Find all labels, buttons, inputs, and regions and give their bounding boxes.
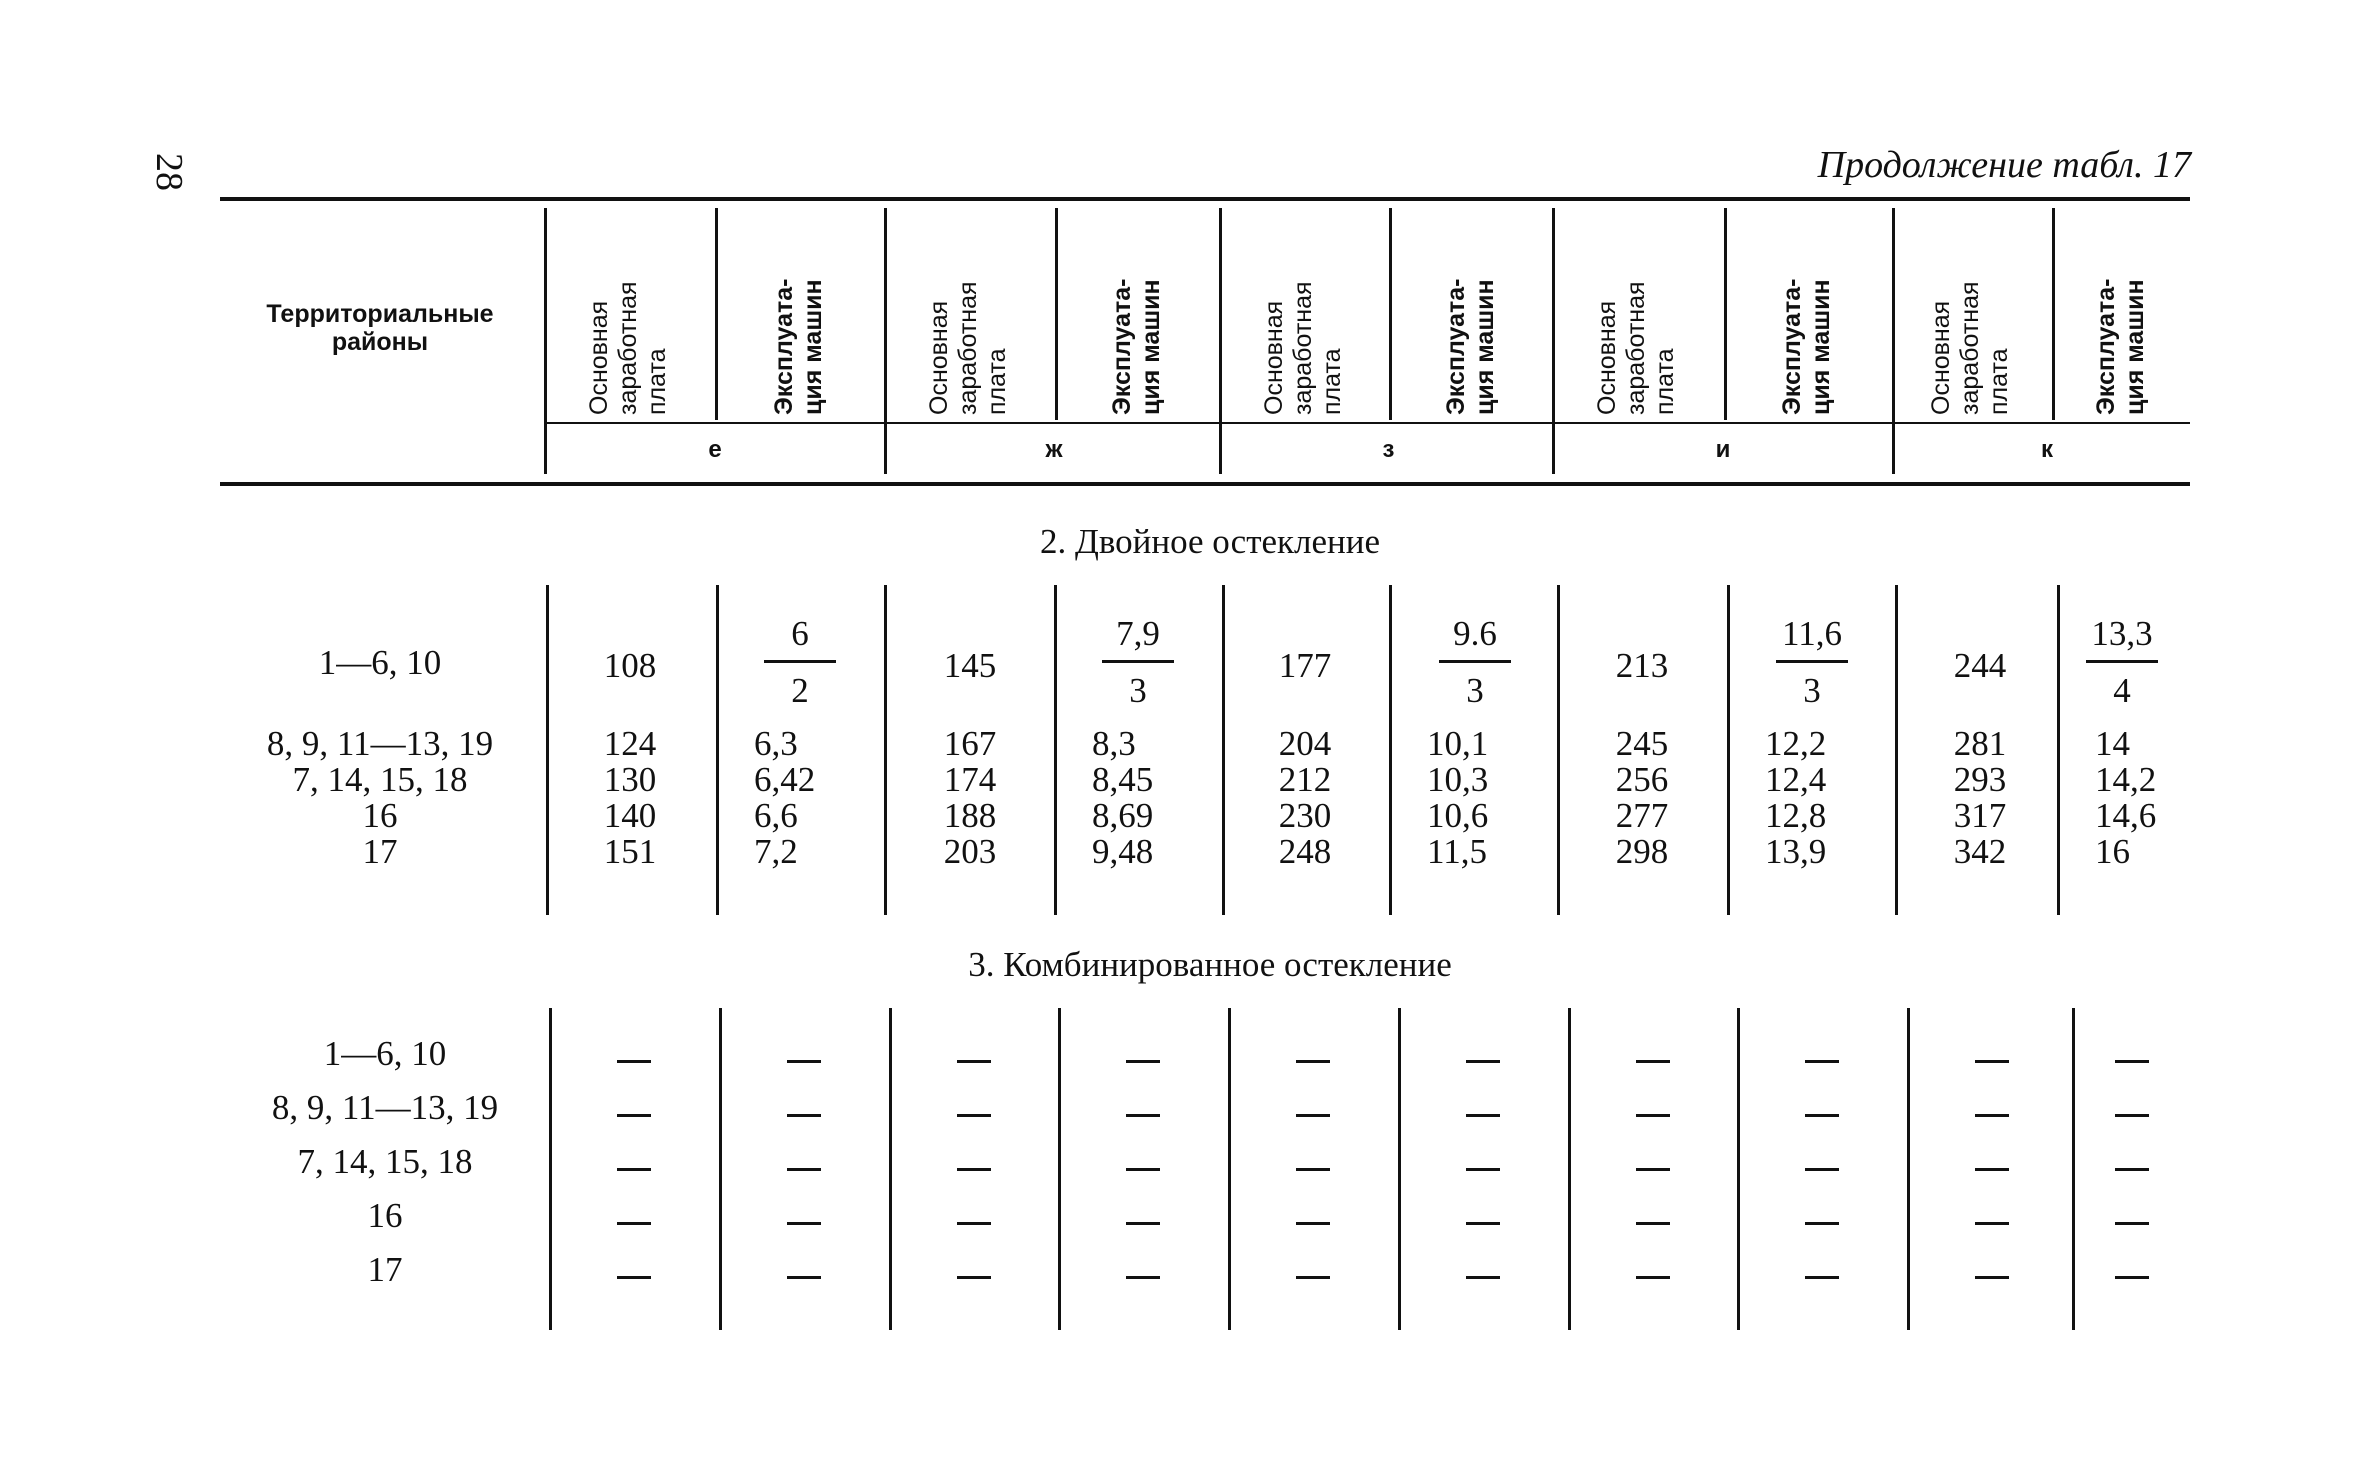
empty-value-dash	[1975, 1222, 2009, 1225]
machine-value: 6,3	[754, 724, 798, 763]
empty-value-dash	[1296, 1114, 1330, 1117]
empty-value-dash	[1296, 1168, 1330, 1171]
page-number: 28	[148, 153, 190, 191]
wage-value: 130	[603, 760, 657, 799]
wage-value: 298	[1615, 832, 1669, 871]
machine-value: 7,2	[754, 832, 798, 871]
wage-value: 140	[603, 796, 657, 835]
empty-value-dash	[957, 1114, 991, 1117]
wage-value: 248	[1278, 832, 1332, 871]
fraction-bar	[1439, 660, 1511, 663]
column-group-letter: з	[1382, 436, 1395, 463]
empty-value-dash	[617, 1168, 651, 1171]
region-label: 17	[362, 832, 398, 871]
empty-value-dash	[1296, 1222, 1330, 1225]
column-group-letter: и	[1715, 436, 1731, 463]
top-rule	[220, 197, 2190, 201]
wage-value: 203	[943, 832, 997, 871]
section-3-title: 3. Комбинированное остекление	[968, 945, 1452, 984]
machine-value: 8,45	[1092, 760, 1154, 799]
empty-value-dash	[1636, 1060, 1670, 1063]
wage-value: 245	[1615, 724, 1669, 763]
wage-value: 151	[603, 832, 657, 871]
empty-value-dash	[1466, 1114, 1500, 1117]
empty-value-dash	[1636, 1114, 1670, 1117]
machine-value-fraction	[1752, 612, 1872, 713]
empty-value-dash	[1636, 1276, 1670, 1279]
machine-value: 8,3	[1092, 724, 1136, 763]
empty-value-dash	[1466, 1276, 1500, 1279]
section-3-column-divider	[1907, 1008, 1910, 1330]
fraction-denominator: 2	[791, 671, 809, 710]
section-2-column-divider	[1389, 585, 1392, 915]
empty-value-dash	[1296, 1276, 1330, 1279]
fraction-denominator: 3	[1803, 671, 1821, 710]
empty-value-dash	[2115, 1222, 2149, 1225]
empty-value-dash	[617, 1222, 651, 1225]
section-3-column-divider	[1737, 1008, 1740, 1330]
wage-value: 188	[943, 796, 997, 835]
machine-value-fraction	[1078, 612, 1198, 713]
wage-value: 108	[603, 646, 657, 685]
header-column-divider	[1892, 208, 1895, 474]
empty-value-dash	[1126, 1276, 1160, 1279]
empty-value-dash	[617, 1060, 651, 1063]
wage-value: 256	[1615, 760, 1669, 799]
region-column-header: Территориальные районы	[266, 300, 494, 356]
machine-value: 10,6	[1427, 796, 1489, 835]
empty-value-dash	[1466, 1222, 1500, 1225]
fraction-numerator: 9.6	[1453, 614, 1497, 653]
empty-value-dash	[1636, 1168, 1670, 1171]
header-column-divider	[1552, 208, 1555, 474]
section-2-column-divider	[716, 585, 719, 915]
wage-value: 277	[1615, 796, 1669, 835]
empty-value-dash	[1126, 1060, 1160, 1063]
empty-value-dash	[1805, 1276, 1839, 1279]
fraction-bar	[2086, 660, 2158, 663]
region-label: 8, 9, 11—13, 19	[266, 724, 494, 763]
empty-value-dash	[1805, 1114, 1839, 1117]
fraction-denominator: 4	[2113, 671, 2131, 710]
section-2-column-divider	[1054, 585, 1057, 915]
header-machine-label: Эксплуата- ция машин	[2092, 278, 2149, 415]
machine-value: 14	[2095, 724, 2130, 763]
section-2-title: 2. Двойное остекление	[1039, 522, 1381, 561]
empty-value-dash	[1296, 1060, 1330, 1063]
header-column-divider	[1389, 208, 1392, 420]
section-3-column-divider	[1568, 1008, 1571, 1330]
header-wage-label: Основная заработная плата	[1927, 281, 2013, 415]
header-wage-label: Основная заработная плата	[1593, 281, 1679, 415]
section-3-column-divider	[1398, 1008, 1401, 1330]
fraction-bar	[1102, 660, 1174, 663]
wage-value: 293	[1953, 760, 2007, 799]
wage-value: 177	[1278, 646, 1332, 685]
empty-value-dash	[1975, 1114, 2009, 1117]
machine-value: 6,42	[754, 760, 816, 799]
machine-value: 10,3	[1427, 760, 1489, 799]
column-group-letter: е	[708, 436, 722, 463]
empty-value-dash	[1975, 1168, 2009, 1171]
column-group-letter: к	[2040, 436, 2053, 463]
empty-value-dash	[1805, 1060, 1839, 1063]
wage-value: 213	[1615, 646, 1669, 685]
empty-value-dash	[2115, 1114, 2149, 1117]
empty-value-dash	[1975, 1276, 2009, 1279]
letter-row-rule	[547, 422, 2190, 424]
header-column-divider	[715, 208, 718, 420]
header-column-divider	[1219, 208, 1222, 474]
empty-value-dash	[957, 1276, 991, 1279]
header-machine-label: Эксплуата- ция машин	[1108, 278, 1165, 415]
wage-value: 204	[1278, 724, 1332, 763]
region-label: 7, 14, 15, 18	[297, 1142, 473, 1181]
wage-value: 174	[943, 760, 997, 799]
empty-value-dash	[787, 1060, 821, 1063]
region-label: 17	[367, 1250, 403, 1289]
empty-value-dash	[1975, 1060, 2009, 1063]
header-wage-label: Основная заработная плата	[1260, 281, 1346, 415]
empty-value-dash	[1636, 1222, 1670, 1225]
empty-value-dash	[1805, 1168, 1839, 1171]
wage-value: 244	[1953, 646, 2007, 685]
header-wage-label: Основная заработная плата	[925, 281, 1011, 415]
region-label: 1—6, 10	[318, 643, 442, 682]
machine-value: 11,5	[1427, 832, 1487, 871]
header-bottom-rule	[220, 482, 2190, 486]
empty-value-dash	[617, 1114, 651, 1117]
section-2-column-divider	[1727, 585, 1730, 915]
machine-value-fraction	[740, 612, 860, 713]
fraction-bar	[1776, 660, 1848, 663]
wage-value: 317	[1953, 796, 2007, 835]
header-column-divider	[2052, 208, 2055, 420]
empty-value-dash	[787, 1276, 821, 1279]
header-machine-label: Эксплуата- ция машин	[770, 278, 827, 415]
empty-value-dash	[957, 1168, 991, 1171]
table-continuation-caption: Продолжение табл. 17	[1817, 144, 2191, 186]
empty-value-dash	[787, 1222, 821, 1225]
fraction-bar	[764, 660, 836, 663]
empty-value-dash	[617, 1276, 651, 1279]
header-wage-label: Основная заработная плата	[585, 281, 671, 415]
column-group-letter: ж	[1045, 436, 1063, 463]
header-machine-label: Эксплуата- ция машин	[1778, 278, 1835, 415]
empty-value-dash	[1805, 1222, 1839, 1225]
machine-value: 6,6	[754, 796, 798, 835]
machine-value: 14,6	[2095, 796, 2157, 835]
fraction-denominator: 3	[1129, 671, 1147, 710]
header-column-divider	[884, 208, 887, 474]
region-label: 16	[367, 1196, 403, 1235]
wage-value: 212	[1278, 760, 1332, 799]
fraction-numerator: 6	[791, 614, 809, 653]
empty-value-dash	[957, 1060, 991, 1063]
machine-value: 13,9	[1765, 832, 1827, 871]
header-column-divider	[1724, 208, 1727, 420]
machine-value-fraction	[1415, 612, 1535, 713]
header-column-divider	[1055, 208, 1058, 420]
header-machine-label: Эксплуата- ция машин	[1442, 278, 1499, 415]
empty-value-dash	[957, 1222, 991, 1225]
region-label: 8, 9, 11—13, 19	[271, 1088, 499, 1127]
wage-value: 230	[1278, 796, 1332, 835]
empty-value-dash	[1466, 1168, 1500, 1171]
empty-value-dash	[2115, 1168, 2149, 1171]
section-3-column-divider	[719, 1008, 722, 1330]
fraction-denominator: 3	[1466, 671, 1484, 710]
empty-value-dash	[1126, 1222, 1160, 1225]
wage-value: 145	[943, 646, 997, 685]
region-label: 1—6, 10	[323, 1034, 447, 1073]
empty-value-dash	[1466, 1060, 1500, 1063]
machine-value: 16	[2095, 832, 2130, 871]
empty-value-dash	[2115, 1276, 2149, 1279]
machine-value: 12,2	[1765, 724, 1827, 763]
region-label: 16	[362, 796, 398, 835]
empty-value-dash	[787, 1114, 821, 1117]
empty-value-dash	[1126, 1114, 1160, 1117]
empty-value-dash	[1126, 1168, 1160, 1171]
wage-value: 167	[943, 724, 997, 763]
machine-value: 12,8	[1765, 796, 1827, 835]
machine-value: 14,2	[2095, 760, 2157, 799]
section-3-column-divider	[2072, 1008, 2075, 1330]
machine-value-fraction	[2062, 612, 2182, 713]
wage-value: 124	[603, 724, 657, 763]
section-2-column-divider	[2057, 585, 2060, 915]
header-column-divider	[544, 208, 547, 474]
empty-value-dash	[787, 1168, 821, 1171]
wage-value: 342	[1953, 832, 2007, 871]
machine-value: 12,4	[1765, 760, 1827, 799]
section-3-column-divider	[1228, 1008, 1231, 1330]
section-3-column-divider	[889, 1008, 892, 1330]
wage-value: 281	[1953, 724, 2007, 763]
machine-value: 9,48	[1092, 832, 1154, 871]
fraction-numerator: 11,6	[1782, 614, 1842, 653]
machine-value: 8,69	[1092, 796, 1154, 835]
machine-value: 10,1	[1427, 724, 1489, 763]
section-3-column-divider	[1058, 1008, 1061, 1330]
empty-value-dash	[2115, 1060, 2149, 1063]
region-label: 7, 14, 15, 18	[292, 760, 468, 799]
fraction-numerator: 7,9	[1116, 614, 1160, 653]
fraction-numerator: 13,3	[2091, 614, 2153, 653]
